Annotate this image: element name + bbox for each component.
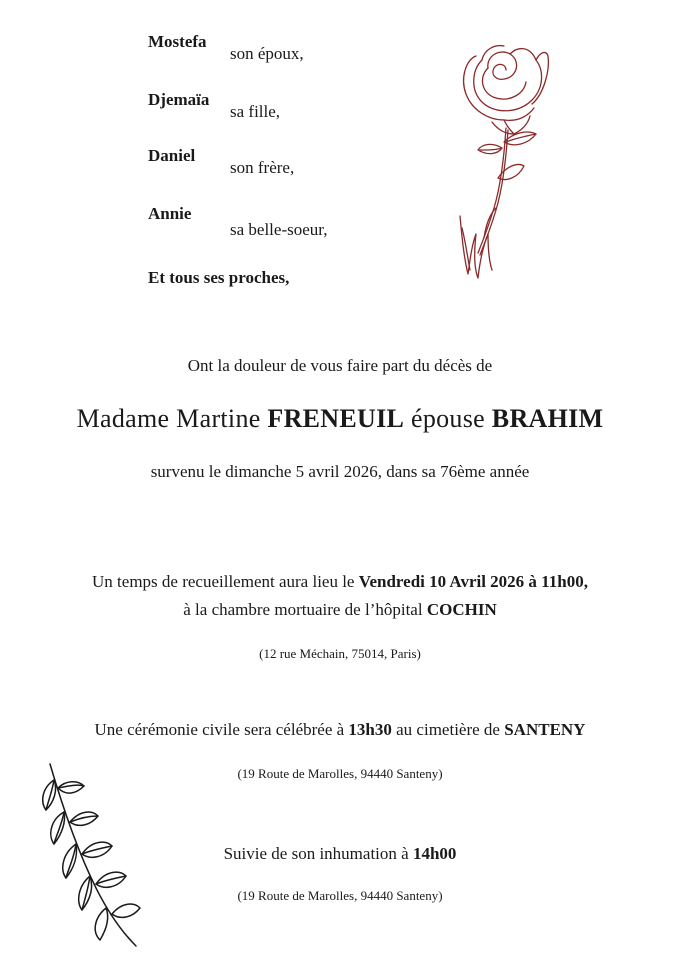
ceremony-address: (19 Route de Marolles, 94440 Santeny) — [237, 766, 443, 781]
family-relation-2: sa fille, — [230, 102, 281, 121]
death-line: survenu le dimanche 5 avril 2026, dans sa 76ème année — [150, 462, 530, 481]
family-name-3: Daniel — [148, 146, 196, 165]
ceremony-time: 13h30 — [348, 720, 392, 739]
deceased-mid: épouse — [410, 404, 485, 433]
gathering-line1-prefix: Un temps de recueillement aura lieu le — [92, 572, 355, 591]
gathering-hospital: COCHIN — [426, 600, 497, 619]
ceremony-line — [0, 720, 680, 740]
ceremony-prefix: Une cérémonie civile sera célébrée à — [94, 720, 345, 739]
intro-line: Ont la douleur de vous faire part du décès de — [187, 356, 493, 375]
deceased-name — [0, 404, 680, 434]
family-name-4: Annie — [148, 204, 192, 223]
gathering-address: (12 rue Méchain, 75014, Paris) — [259, 646, 421, 661]
deceased-married-name: BRAHIM — [491, 404, 604, 433]
burial-time: 14h00 — [412, 844, 457, 863]
family-relation-3: son frère, — [230, 158, 295, 177]
rose-icon — [448, 38, 558, 288]
family-name-1: Mostefa — [148, 32, 207, 51]
gathering-line-1 — [0, 572, 680, 592]
deceased-prefix: Madame Martine — [76, 404, 261, 433]
gathering-date: Vendredi 10 Avril 2026 à 11h00, — [358, 572, 588, 591]
ceremony-mid: au cimetière de — [396, 720, 500, 739]
olive-branch-icon — [40, 758, 150, 954]
family-closing: Et tous ses proches, — [148, 268, 290, 287]
ceremony-place: SANTENY — [504, 720, 586, 739]
burial-address: (19 Route de Marolles, 94440 Santeny) — [237, 888, 443, 903]
burial-prefix: Suivie de son inhumation à — [223, 844, 409, 863]
family-relation-4: sa belle-soeur, — [230, 220, 328, 239]
family-name-2: Djemaïa — [148, 90, 210, 109]
deceased-maiden-name: FRENEUIL — [267, 404, 405, 433]
gathering-line-2 — [0, 600, 680, 620]
family-relation-1: son époux, — [230, 44, 304, 63]
gathering-line2-prefix: à la chambre mortuaire de l’hôpital — [183, 600, 423, 619]
